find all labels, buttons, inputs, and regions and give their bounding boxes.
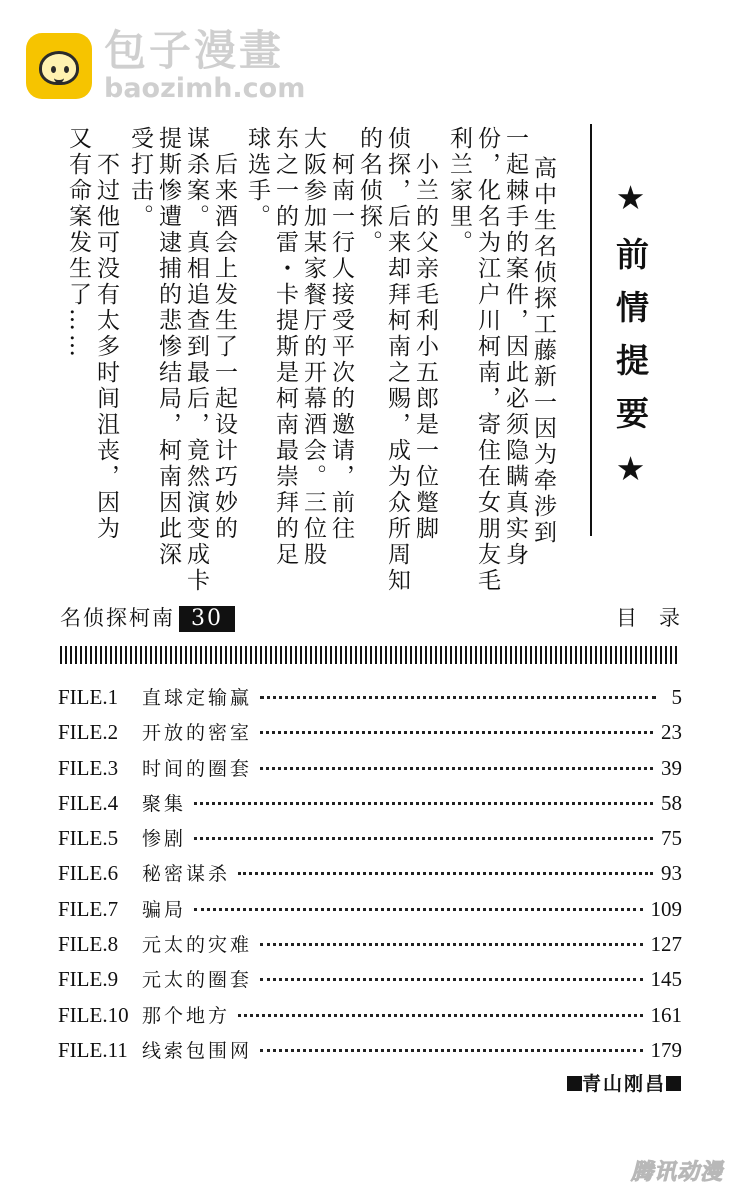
toc-entry[interactable] <box>58 789 682 824</box>
leader-dots <box>194 802 653 805</box>
leader-dots <box>260 943 642 946</box>
leader-dots <box>194 837 653 840</box>
file-number: FILE.5 <box>58 826 119 851</box>
recap-column: 柯南一行人接受平次的邀请，前往 <box>328 126 354 542</box>
recap-column: 份，化名为江户川柯南，寄住在女朋友毛 <box>474 126 500 594</box>
leader-dots <box>238 1014 642 1017</box>
page-number: 5 <box>671 685 682 709</box>
page-number: 127 <box>650 932 682 957</box>
author-credit <box>567 1069 681 1096</box>
recap-column: 一起棘手的案件，因此必须隐瞒真实身 <box>502 126 528 568</box>
series-title <box>60 604 235 632</box>
recap-column: 小兰的父亲毛利小五郎是一位蹩脚 <box>412 126 438 542</box>
toc-entry[interactable] <box>58 895 682 930</box>
page-number: 75 <box>661 826 682 851</box>
file-number: FILE.6 <box>58 861 119 886</box>
recap-column: 不过他可没有太多时间沮丧，因为 <box>93 126 119 542</box>
recap-column: 侦探，后来却拜柯南之赐，成为众所周知 <box>384 126 410 594</box>
chapter-title: 秘密谋杀 <box>142 863 231 886</box>
recap-column: 受打击。 <box>127 126 153 230</box>
recap-column: 提斯惨遭逮捕的悲惨结局，柯南因此深 <box>155 126 181 568</box>
chapter-title: 惨剧 <box>142 828 187 851</box>
watermark-name: 包子漫畫 <box>104 26 285 75</box>
chapter-title: 聚集 <box>142 792 187 815</box>
recap-column: 利兰家里。 <box>446 126 472 256</box>
file-number: FILE.10 <box>58 1002 129 1027</box>
toc-entry[interactable] <box>58 1001 682 1036</box>
file-number: FILE.9 <box>58 967 119 992</box>
star-icon: ★ <box>611 178 650 237</box>
chapter-title: 骗局 <box>142 898 187 921</box>
recap-column: 后来酒会上发生了一起设计巧妙的 <box>211 126 237 542</box>
leader-dots <box>260 767 653 770</box>
recap-column: 谋杀案。真相追查到最后，竟然演变成卡 <box>183 126 209 594</box>
decorative-bar <box>60 646 680 664</box>
leader-dots <box>260 696 656 699</box>
toc-header <box>60 604 702 632</box>
recap-heading-text: 前情提要 <box>611 237 650 449</box>
toc-entry[interactable] <box>58 718 682 753</box>
toc-entry[interactable] <box>58 824 682 859</box>
recap-column: 高中生名侦探工藤新一因为牵涉到 <box>530 156 556 546</box>
page-number: 23 <box>661 720 682 745</box>
recap-column: 又有命案发生了…… <box>65 126 91 360</box>
file-number: FILE.4 <box>58 790 119 815</box>
chapter-title: 那个地方 <box>142 1004 231 1027</box>
page-number: 145 <box>650 967 682 992</box>
square-icon <box>567 1076 582 1091</box>
file-number: FILE.2 <box>58 720 119 745</box>
file-number: FILE.8 <box>58 932 119 957</box>
toc-entry[interactable] <box>58 1036 682 1071</box>
watermark-logo <box>26 28 305 104</box>
recap-heading <box>610 178 650 508</box>
volume-badge: 30 <box>179 606 235 632</box>
series-name: 名侦探柯南 <box>60 606 175 630</box>
recap-column: 的名侦探。 <box>356 126 382 256</box>
chapter-title: 时间的圈套 <box>142 757 253 780</box>
chapter-title: 直球定输赢 <box>142 687 253 709</box>
brand-watermark: 腾讯动漫 <box>630 1160 723 1185</box>
page-number: 93 <box>661 861 682 886</box>
page-number: 179 <box>650 1037 682 1062</box>
author-name: 青山刚昌 <box>581 1073 666 1095</box>
recap-column: 大阪参加某家餐厅的开幕酒会。三位股 <box>300 126 326 568</box>
toc-entry[interactable] <box>58 965 682 1000</box>
leader-dots <box>238 872 653 875</box>
leader-dots <box>194 908 642 911</box>
page-number: 58 <box>661 790 682 815</box>
leader-dots <box>260 978 642 981</box>
square-icon <box>666 1076 681 1091</box>
toc-entry[interactable] <box>58 683 682 718</box>
page-number: 161 <box>650 1002 682 1027</box>
file-number: FILE.3 <box>58 755 119 780</box>
file-number: FILE.7 <box>58 896 119 921</box>
leader-dots <box>260 1049 642 1052</box>
file-number: FILE.1 <box>58 685 119 709</box>
leader-dots <box>260 731 653 734</box>
star-icon: ★ <box>611 449 650 508</box>
toc-list <box>58 683 682 1071</box>
bun-mascot-icon <box>26 33 92 99</box>
recap-column: 球选手。 <box>244 126 270 230</box>
toc-entry[interactable] <box>58 754 682 789</box>
file-number: FILE.11 <box>58 1037 128 1062</box>
contents-label: 目录 <box>616 606 702 630</box>
page-number: 39 <box>661 755 682 780</box>
chapter-title: 线索包围网 <box>142 1039 253 1062</box>
recap-column: 东之一的雷・卡提斯是柯南最崇拜的足 <box>272 126 298 568</box>
heading-rule <box>590 124 592 536</box>
toc-entry[interactable] <box>58 859 682 894</box>
chapter-title: 元太的灾难 <box>142 934 253 957</box>
toc-entry[interactable] <box>58 930 682 965</box>
page-number: 109 <box>650 896 682 921</box>
chapter-title: 元太的圈套 <box>142 969 253 992</box>
watermark-url: baozimh.com <box>104 73 306 104</box>
chapter-title: 开放的密室 <box>142 722 253 745</box>
